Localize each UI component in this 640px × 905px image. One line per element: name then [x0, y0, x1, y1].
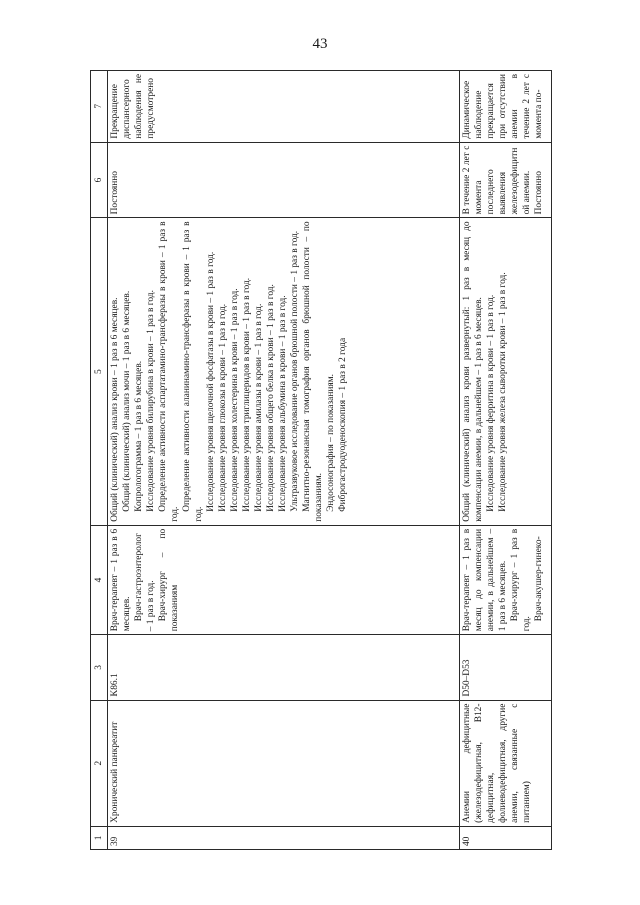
specialist-line: Врач-хирург – 1 раз в год. — [510, 528, 532, 632]
duration-line: В течение 2 лет с момента последнего выявления железодефицитной анемии. — [462, 145, 532, 215]
specialist-line: Врач-терапевт – 1 раз в 6 месяцев. — [110, 528, 132, 632]
examination-line: Исследование уровня триглицеридов в крови – 1 раз в год. — [242, 277, 252, 512]
icd-code: D50–D53 — [460, 635, 552, 700]
examination-line: Ультразвуковое исследование органов брюшной полости – 1 раз в год. — [290, 230, 300, 512]
header-cell: 7 — [91, 71, 108, 143]
header-row — [91, 71, 108, 850]
examination-line: Исследование уровня холестерина в крови – 1 раз в год. — [230, 288, 240, 512]
specialist-line: Врач-гастроэнтеролог – 1 раз в год. — [134, 533, 156, 632]
disease-name: Анемии дефицитные (железодефицитная, B12-дефицитная, фолиеводефицитная, другие анемии, связанные с питанием) — [460, 700, 552, 826]
examinations-cell — [460, 218, 552, 525]
specialist-line: Врач-акушер-гинеко- — [534, 536, 544, 622]
termination-cell: Динамическое наблюдение прекращается при отсутствии анемии в течение 2 лет с момента по- — [460, 71, 552, 143]
termination-cell: Прекращение диспансерного наблюдения не предусмотрено — [108, 71, 460, 143]
examination-line: Исследование уровня глюкозы в крови – 1 раз в год. — [218, 303, 228, 512]
header-cell: 2 — [91, 700, 108, 826]
row-number: 40 — [460, 826, 552, 849]
examination-line: Общий (клинический) анализ крови развернутый: 1 раз в месяц до компенсации анемии, в дальнейшем – 1 раз в 6 месяцев. — [462, 221, 484, 522]
duration-line: Постоянно — [534, 171, 544, 215]
table-row — [108, 71, 460, 850]
icd-code: K86.1 — [108, 635, 460, 700]
disease-name: Хронический панкреатит — [108, 700, 460, 826]
table-row — [460, 71, 552, 850]
examination-line: Исследование уровня железа сыворотки крови – 1 раз в год. — [498, 272, 508, 512]
specialist-line: Врач-терапевт – 1 раз в месяц до компенсации анемии, в дальнейшем – 1 раз в 6 месяцев. — [462, 528, 508, 632]
examination-line: Исследование уровня общего белка в крови – 1 раз в год. — [266, 284, 276, 512]
examinations-cell — [108, 218, 460, 525]
row-number: 39 — [108, 826, 460, 849]
examination-line: Исследование уровня альбумина в крови – 1 раз в год. — [278, 295, 288, 512]
examination-line: Исследование уровня ферритина в крови – 1 раз в год. — [486, 294, 496, 512]
examination-line: Исследование уровня билирубина в крови – 1 раз в год. — [146, 290, 156, 512]
examination-line: Определение активности аланинамино-трансферазы в крови – 1 раз в год. — [182, 221, 204, 522]
header-cell: 6 — [91, 142, 108, 218]
header-cell: 3 — [91, 635, 108, 700]
header-cell: 5 — [91, 218, 108, 525]
dispensary-table — [90, 70, 552, 850]
examination-line: Исследование уровня щелочной фосфатазы в крови – 1 раз в год. — [206, 251, 216, 512]
examination-line: Определение активности аспартатамино-трансферазы в крови – 1 раз в год. — [158, 221, 180, 522]
examination-line: Фиброгастродуоденоскопия – 1 раз в 2 года — [338, 337, 348, 512]
examination-line: Магнитно-резонансная томография органов брюшной полости – по показаниям. — [302, 221, 324, 522]
examination-line: Эндосонография – по показаниям. — [326, 374, 336, 512]
header-cell: 1 — [91, 826, 108, 849]
specialist-line: Врач-хирург – по показаниям — [158, 528, 180, 632]
examination-line: Общий (клинический) анализ мочи – 1 раз в 6 месяцев. — [122, 290, 132, 512]
page-number: 43 — [312, 36, 328, 52]
header-cell: 4 — [91, 525, 108, 634]
examination-line: Исследование уровня амилазы в крови – 1 раз в год. — [254, 303, 264, 512]
rotated-table-container — [90, 70, 550, 850]
examination-line: Общий (клинический) анализ крови – 1 раз в 6 месяцев. — [110, 297, 120, 522]
duration-cell — [460, 142, 552, 218]
duration-cell: Постоянно — [108, 142, 460, 218]
specialists-cell — [460, 525, 552, 634]
examination-line: Копрологограмма – 1 раз в 6 месяцев. — [134, 360, 144, 512]
specialists-cell — [108, 525, 460, 634]
